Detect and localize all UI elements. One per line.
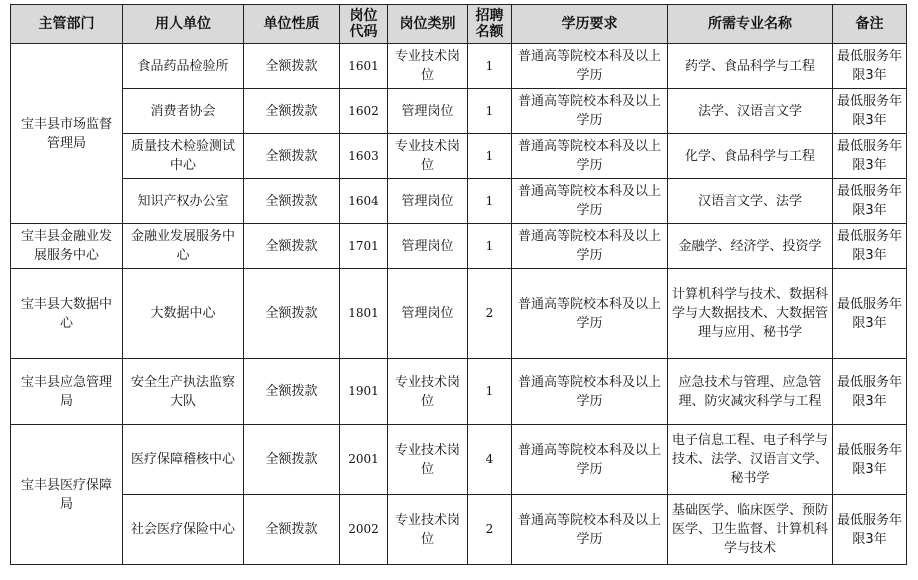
note-cell: 最低服务年限3年 (833, 269, 907, 359)
code-cell: 1901 (340, 359, 388, 425)
major-cell: 应急技术与管理、应急管理、防灾减灾科学与工程 (668, 359, 833, 425)
header-dept: 主管部门 (11, 5, 123, 44)
header-quota: 招聘名额 (468, 5, 512, 44)
category-cell: 管理岗位 (388, 224, 468, 269)
note-cell: 最低服务年限3年 (833, 134, 907, 179)
header-row (11, 5, 907, 44)
table-row (11, 89, 907, 134)
unit-cell: 知识产权办公室 (123, 179, 244, 224)
note-cell: 最低服务年限3年 (833, 359, 907, 425)
code-cell: 2001 (340, 425, 388, 495)
note-cell: 最低服务年限3年 (833, 44, 907, 89)
nature-cell: 全额拨款 (244, 179, 340, 224)
edu-cell: 普通高等院校本科及以上学历 (512, 134, 668, 179)
note-cell: 最低服务年限3年 (833, 495, 907, 565)
unit-cell: 安全生产执法监察大队 (123, 359, 244, 425)
category-cell: 专业技术岗位 (388, 359, 468, 425)
code-cell: 1602 (340, 89, 388, 134)
major-cell: 金融学、经济学、投资学 (668, 224, 833, 269)
header-edu: 学历要求 (512, 5, 668, 44)
edu-cell: 普通高等院校本科及以上学历 (512, 44, 668, 89)
header-code: 岗位代码 (340, 5, 388, 44)
header-major: 所需专业名称 (668, 5, 833, 44)
nature-cell: 全额拨款 (244, 495, 340, 565)
quota-cell: 2 (468, 495, 512, 565)
code-cell: 1603 (340, 134, 388, 179)
major-cell: 计算机科学与技术、数据科学与大数据技术、大数据管理与应用、秘书学 (668, 269, 833, 359)
nature-cell: 全额拨款 (244, 44, 340, 89)
quota-cell: 4 (468, 425, 512, 495)
table-row (11, 425, 907, 495)
header-category: 岗位类别 (388, 5, 468, 44)
table-row (11, 224, 907, 269)
category-cell: 专业技术岗位 (388, 425, 468, 495)
category-cell: 专业技术岗位 (388, 495, 468, 565)
category-cell: 管理岗位 (388, 89, 468, 134)
nature-cell: 全额拨款 (244, 359, 340, 425)
header-unit: 用人单位 (123, 5, 244, 44)
nature-cell: 全额拨款 (244, 269, 340, 359)
major-cell: 药学、食品科学与工程 (668, 44, 833, 89)
nature-cell: 全额拨款 (244, 134, 340, 179)
recruitment-table-sheet (10, 4, 907, 565)
quota-cell: 2 (468, 269, 512, 359)
edu-cell: 普通高等院校本科及以上学历 (512, 224, 668, 269)
quota-cell: 1 (468, 224, 512, 269)
unit-cell: 社会医疗保险中心 (123, 495, 244, 565)
note-cell: 最低服务年限3年 (833, 179, 907, 224)
note-cell: 最低服务年限3年 (833, 89, 907, 134)
edu-cell: 普通高等院校本科及以上学历 (512, 425, 668, 495)
table-row (11, 179, 907, 224)
dept-cell: 宝丰县大数据中心 (11, 269, 123, 359)
unit-cell: 大数据中心 (123, 269, 244, 359)
edu-cell: 普通高等院校本科及以上学历 (512, 495, 668, 565)
unit-cell: 消费者协会 (123, 89, 244, 134)
code-cell: 1801 (340, 269, 388, 359)
edu-cell: 普通高等院校本科及以上学历 (512, 179, 668, 224)
table-row (11, 359, 907, 425)
edu-cell: 普通高等院校本科及以上学历 (512, 269, 668, 359)
category-cell: 专业技术岗位 (388, 134, 468, 179)
edu-cell: 普通高等院校本科及以上学历 (512, 359, 668, 425)
unit-cell: 质量技术检验测试中心 (123, 134, 244, 179)
table-row (11, 44, 907, 89)
note-cell: 最低服务年限3年 (833, 224, 907, 269)
unit-cell: 医疗保障稽核中心 (123, 425, 244, 495)
nature-cell: 全额拨款 (244, 425, 340, 495)
quota-cell: 1 (468, 44, 512, 89)
dept-cell: 宝丰县市场监督管理局 (11, 44, 123, 224)
code-cell: 2002 (340, 495, 388, 565)
category-cell: 管理岗位 (388, 179, 468, 224)
major-cell: 汉语言文学、法学 (668, 179, 833, 224)
code-cell: 1604 (340, 179, 388, 224)
dept-cell: 宝丰县金融业发展服务中心 (11, 224, 123, 269)
header-note: 备注 (833, 5, 907, 44)
major-cell: 基础医学、临床医学、预防医学、卫生监督、计算机科学与技术 (668, 495, 833, 565)
table-row (11, 495, 907, 565)
major-cell: 电子信息工程、电子科学与技术、法学、汉语言文学、秘书学 (668, 425, 833, 495)
category-cell: 专业技术岗位 (388, 44, 468, 89)
note-cell: 最低服务年限3年 (833, 425, 907, 495)
table-row (11, 269, 907, 359)
category-cell: 管理岗位 (388, 269, 468, 359)
quota-cell: 1 (468, 359, 512, 425)
unit-cell: 金融业发展服务中心 (123, 224, 244, 269)
dept-cell: 宝丰县应急管理局 (11, 359, 123, 425)
table-row (11, 134, 907, 179)
major-cell: 法学、汉语言文学 (668, 89, 833, 134)
quota-cell: 1 (468, 89, 512, 134)
unit-cell: 食品药品检验所 (123, 44, 244, 89)
edu-cell: 普通高等院校本科及以上学历 (512, 89, 668, 134)
nature-cell: 全额拨款 (244, 224, 340, 269)
header-nature: 单位性质 (244, 5, 340, 44)
code-cell: 1601 (340, 44, 388, 89)
nature-cell: 全额拨款 (244, 89, 340, 134)
quota-cell: 1 (468, 179, 512, 224)
dept-cell: 宝丰县医疗保障局 (11, 425, 123, 565)
major-cell: 化学、食品科学与工程 (668, 134, 833, 179)
recruitment-table (10, 4, 907, 565)
quota-cell: 1 (468, 134, 512, 179)
code-cell: 1701 (340, 224, 388, 269)
